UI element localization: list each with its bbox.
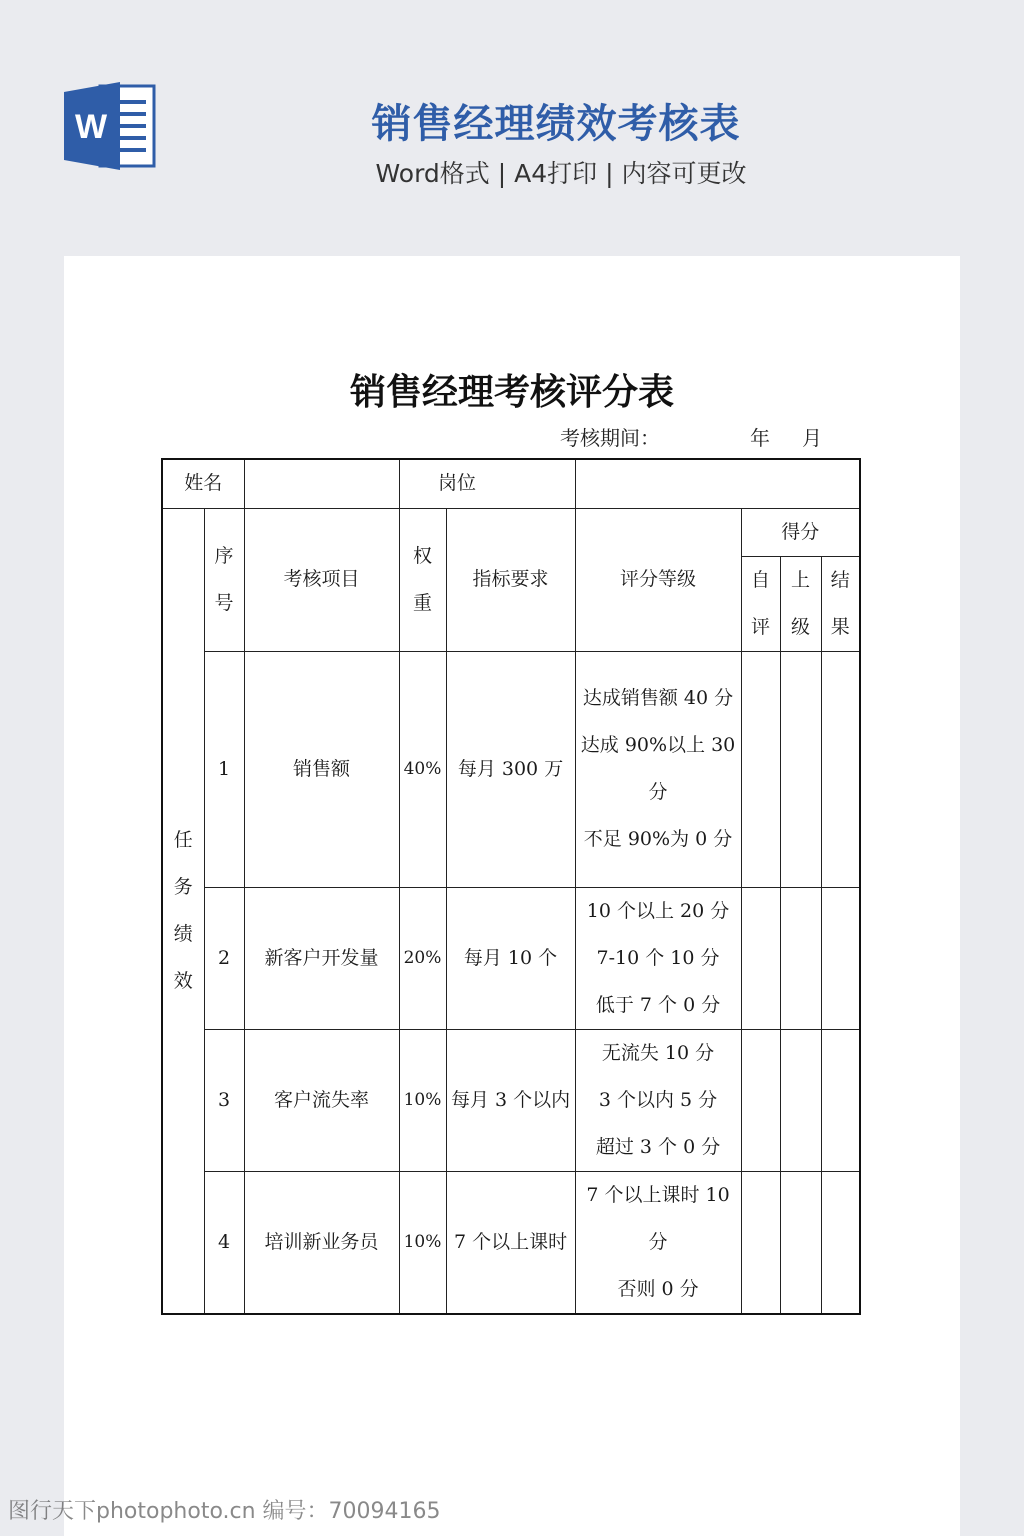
row-item: 培训新业务员: [244, 1171, 399, 1314]
row-result-score[interactable]: [821, 651, 860, 887]
row-item: 客户流失率: [244, 1029, 399, 1171]
row-seq: 3: [204, 1029, 244, 1171]
row-item: 销售额: [244, 651, 399, 887]
self-header: 自评: [741, 556, 780, 651]
table-row: [162, 1029, 860, 1171]
document-title: 销售经理考核评分表: [349, 371, 674, 413]
grading-line: 低于 7 个 0 分: [595, 993, 721, 1016]
watermark: 图行天下photophoto.cn 编号：70094165: [8, 1499, 441, 1524]
score-header: 得分: [741, 508, 860, 556]
evaluation-table: [161, 458, 861, 1315]
row-seq: 1: [204, 651, 244, 887]
name-label: 姓名: [162, 459, 244, 508]
promo-subtitle: Word格式 | A4打印 | 内容可更改: [375, 159, 747, 188]
section-label: 任务绩效: [162, 508, 204, 1314]
superior-header: 上级: [780, 556, 821, 651]
table-row: [162, 651, 860, 887]
row-grading: [575, 1029, 741, 1171]
grading-line: 否则 0 分: [617, 1277, 699, 1300]
row-result-score[interactable]: [821, 1029, 860, 1171]
grading-header: 评分等级: [575, 508, 741, 651]
row-requirement: 每月 10 个: [446, 887, 575, 1029]
grading-line: 不足 90%为 0 分: [583, 828, 733, 850]
table-row: [162, 887, 860, 1029]
grading-line: 达成销售额 40 分: [582, 687, 734, 709]
row-self-score[interactable]: [741, 651, 780, 887]
row-weight: 40%: [399, 651, 446, 887]
row-self-score[interactable]: [741, 887, 780, 1029]
row-grading: [575, 887, 741, 1029]
period-label: 考核期间：: [560, 426, 660, 450]
grading-line: 无流失 10 分: [601, 1041, 715, 1064]
row-item: 新客户开发量: [244, 887, 399, 1029]
requirement-header: 指标要求: [446, 508, 575, 651]
grading-line: 7 个以上课时 10 分: [586, 1183, 730, 1253]
item-header: 考核项目: [244, 508, 399, 651]
promo-header: [0, 0, 1024, 240]
header-row: [162, 508, 860, 556]
row-self-score[interactable]: [741, 1029, 780, 1171]
row-grading: [575, 1171, 741, 1314]
name-value[interactable]: [244, 459, 399, 508]
grading-line: 10 个以上 20 分: [586, 899, 730, 922]
grading-line: 超过 3 个 0 分: [595, 1135, 721, 1158]
row-requirement: 每月 300 万: [446, 651, 575, 887]
table-row: [162, 1171, 860, 1314]
grading-line: 7-10 个 10 分: [596, 946, 720, 969]
promo-title: 销售经理绩效考核表: [371, 101, 741, 147]
row-weight: 10%: [399, 1171, 446, 1314]
row-weight: 10%: [399, 1029, 446, 1171]
post-label: 岗位: [399, 459, 575, 508]
seq-header: 序号: [204, 508, 244, 651]
row-self-score[interactable]: [741, 1171, 780, 1314]
row-result-score[interactable]: [821, 1171, 860, 1314]
row-seq: 2: [204, 887, 244, 1029]
svg-text:W: W: [74, 108, 108, 146]
row-weight: 20%: [399, 887, 446, 1029]
result-header: 结果: [821, 556, 860, 651]
row-requirement: 每月 3 个以内: [446, 1029, 575, 1171]
month-label: 月: [802, 426, 822, 450]
row-superior-score[interactable]: [780, 1029, 821, 1171]
grading-line: 达成 90%以上 30 分: [580, 734, 736, 803]
row-grading: [575, 651, 741, 887]
row-superior-score[interactable]: [780, 887, 821, 1029]
row-seq: 4: [204, 1171, 244, 1314]
row-requirement: 7 个以上课时: [446, 1171, 575, 1314]
year-label: 年: [750, 426, 770, 450]
document-page: [64, 256, 960, 1536]
post-value[interactable]: [575, 459, 860, 508]
row-result-score[interactable]: [821, 887, 860, 1029]
weight-header: 权重: [399, 508, 446, 651]
row-superior-score[interactable]: [780, 1171, 821, 1314]
info-row: [162, 459, 860, 508]
grading-line: 3 个以内 5 分: [598, 1088, 718, 1111]
row-superior-score[interactable]: [780, 651, 821, 887]
